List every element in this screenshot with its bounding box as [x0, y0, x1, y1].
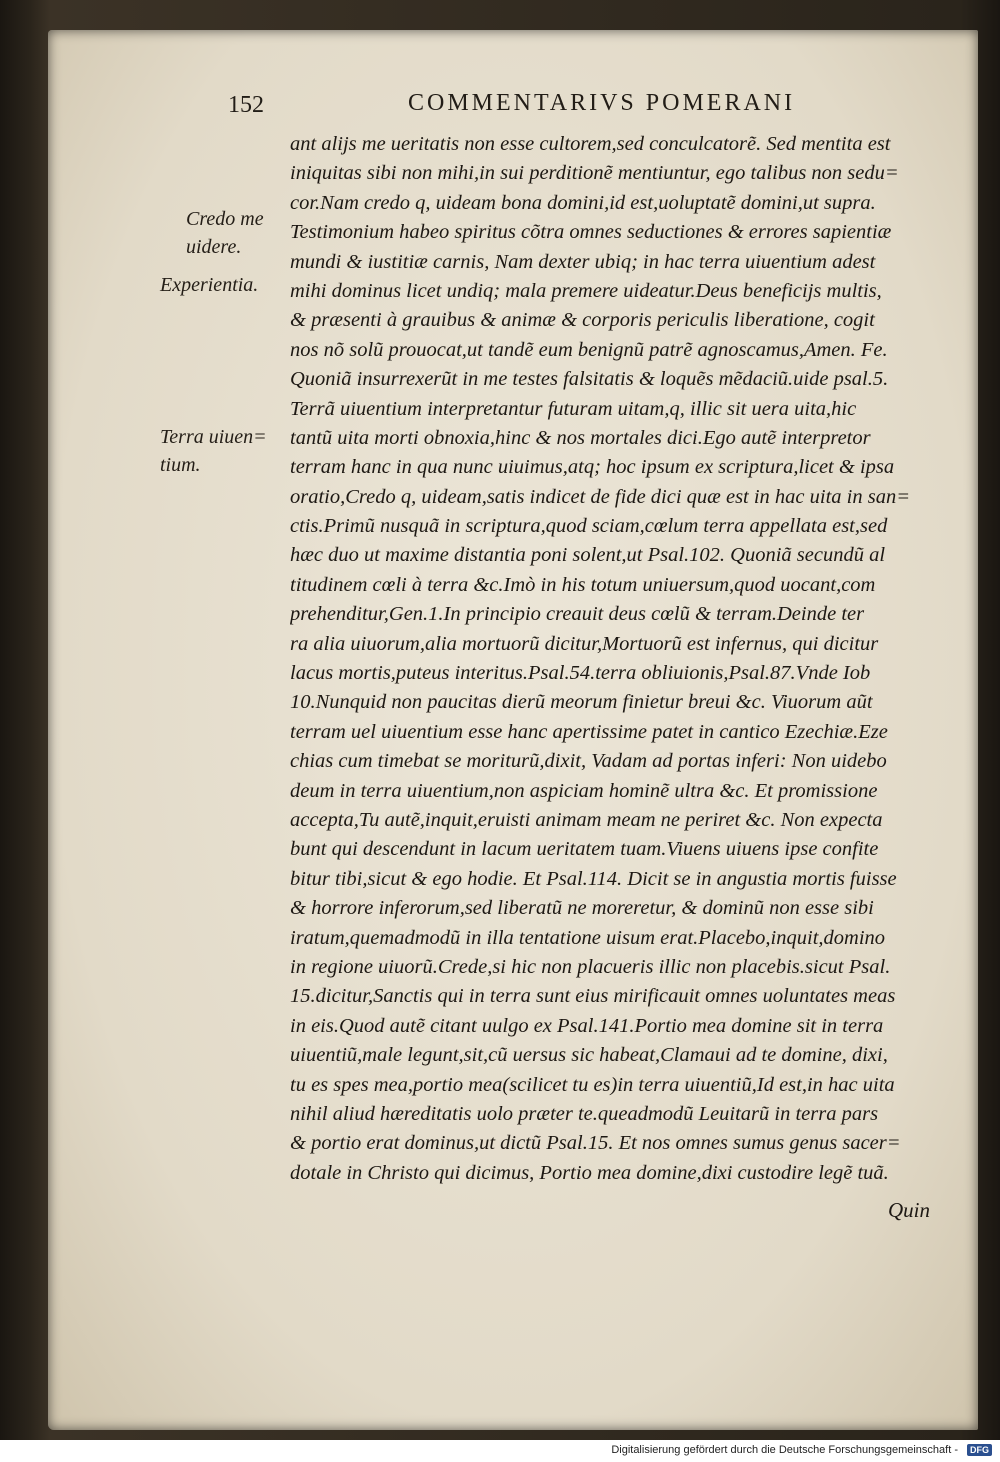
text-line: chias cum timebat se moriturũ,dixit, Vadam ad portas inferi: Non uidebo: [290, 750, 887, 773]
text-line: dotale in Christo qui dicimus, Portio mea domine,dixi custodire legẽ tuã.: [290, 1161, 889, 1184]
text-line: lacus mortis,puteus interitus.Psal.54.terra obliuionis,Psal.87.Vnde Iob: [290, 662, 871, 685]
text-line: Testimonium habeo spiritus cõtra omnes seductiones & errores sapientiæ: [290, 221, 892, 244]
text-line: oratio,Credo q, uideam,satis indicet de fide dici quæ est in hac uita in san=: [290, 485, 911, 508]
text-line: ctis.Primũ nusquã in scriptura,quod sciam,cœlum terra appellata est,sed: [290, 515, 888, 538]
text-line: uiuentiũ,male legunt,sit,cũ uersus sic habeat,Clamaui ad te domine, dixi,: [290, 1044, 888, 1067]
text-line: ant alijs me ueritatis non esse cultorem,sed conculcatorẽ. Sed mentita est: [290, 133, 891, 155]
body-text: [290, 130, 950, 1188]
text-line: prehenditur,Gen.1.In principio creauit deus cœlũ & terram.Deinde ter: [290, 603, 865, 626]
page-number: 152: [228, 92, 264, 118]
footer-bar: [0, 1440, 1000, 1462]
text-line: nos nõ solũ prouocat,ut tandẽ eum benignũ patrẽ agnoscamus,Amen. Fe.: [290, 338, 888, 361]
text-line: titudinem cœli à terra &c.Imò in his totum uniuersum,quod uocant,com: [290, 573, 876, 596]
text-line: Quoniã insurrexerũt in me testes falsitatis & loquẽs mẽdaciũ.uide psal.5.: [290, 368, 889, 391]
text-line: accepta,Tu autẽ,inquit,eruisti animam meam ne periret &c. Non expecta: [290, 808, 883, 831]
text-line: in regione uiuorũ.Crede,si hic non placueris illic non placebis.sicut Psal.: [290, 955, 891, 978]
dfg-logo: DFG: [967, 1444, 992, 1456]
text-line: bunt qui descendunt in lacum ueritatem tuam.Viuens uiuens ipse confite: [290, 838, 879, 861]
text-line: & portio erat dominus,ut dictũ Psal.15. Et nos omnes sumus genus sacer=: [290, 1132, 901, 1155]
text-line: cor.Nam credo q, uideam bona domini,id est,uoluptatẽ domini,ut supra.: [290, 191, 876, 214]
text-line: 15.dicitur,Sanctis qui in terra sunt eius mirificauit omnes uoluntates meas: [290, 985, 896, 1008]
margin-note-uidere: uidere.: [186, 236, 242, 258]
text-line: terram uel uiuentium esse hanc apertissime patet in cantico Ezechiæ.Eze: [290, 720, 888, 743]
text-line: Terrã uiuentium interpretantur futuram uitam,q, illic sit uera uita,hic: [290, 397, 857, 420]
text-line: nihil aliud hæreditatis uolo præter te.queadmodũ Leuitarũ in terra pars: [290, 1102, 879, 1125]
text-line: mundi & iustitiæ carnis, Nam dexter ubiq; in hac terra uiuentium adest: [290, 250, 876, 273]
text-line: & horrore inferorum,sed liberatũ ne moreretur, & dominũ non esse sibi: [290, 897, 874, 920]
text-line: mihi dominus licet undiq; mala premere uideatur.Deus beneficijs multis,: [290, 279, 882, 302]
running-head: COMMENTARIVS POMERANI: [408, 90, 796, 116]
text-line: & præsenti à grauibus & animæ & corporis periculis liberatione, cogit: [290, 309, 875, 332]
text-line: in eis.Quod autẽ citant uulgo ex Psal.141.Portio mea domine sit in terra: [290, 1014, 884, 1037]
text-line: terram hanc in qua nunc uiuimus,atq; hoc ipsum ex scriptura,licet & ipsa: [290, 456, 895, 479]
funding-credit: Digitalisierung gefördert durch die Deutsche Forschungsgemeinschaft -: [611, 1444, 958, 1456]
text-line: iratum,quemadmodũ in illa tentatione uisum erat.Placebo,inquit,domino: [290, 926, 886, 949]
margin-note-terra-uiuentium: Terra uiuen=: [160, 426, 267, 448]
text-line: tu es spes mea,portio mea(scilicet tu es)in terra uiuentiũ,Id est,in hac uita: [290, 1073, 895, 1096]
text-line: tantũ uita morti obnoxia,hinc & nos mortales dici.Ego autẽ interpretor: [290, 426, 871, 449]
text-line: iniquitas sibi non mihi,in sui perditionẽ mentiuntur, ego talibus non sedu=: [290, 162, 899, 185]
margin-note-credo: Credo me: [186, 208, 264, 230]
text-line: deum in terra uiuentium,non aspiciam hominẽ ultra &c. Et promissione: [290, 779, 878, 802]
margin-note-tium: tium.: [160, 454, 201, 476]
text-line: bitur tibi,sicut & ego hodie. Et Psal.114. Dicit se in angustia mortis fuisse: [290, 867, 897, 890]
margin-note-experientia: Experientia.: [160, 274, 259, 296]
text-line: 10.Nunquid non paucitas dierũ meorum finietur breui &c. Viuorum aũt: [290, 691, 873, 714]
catchword: Quin: [888, 1198, 930, 1222]
text-line: hæc duo ut maxime distantia poni solent,ut Psal.102. Quoniã secundũ al: [290, 544, 886, 567]
text-line: ra alia uiuorum,alia mortuorũ dicitur,Mortuorũ est infernus, qui dicitur: [290, 632, 879, 655]
